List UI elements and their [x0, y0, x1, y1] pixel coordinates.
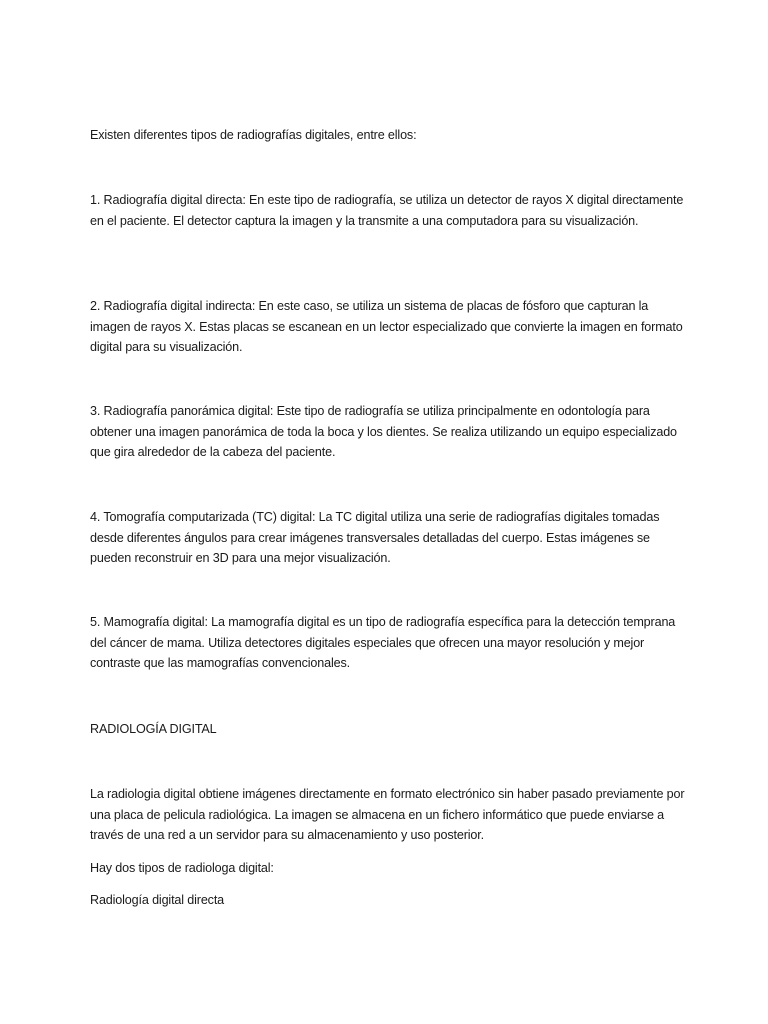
list-item: 2. Radiografía digital indirecta: En este caso, se utiliza un sistema de placas de fósforo que capturan la imagen de rayos X. Estas placas se escanean en un lector especializado que convierte la imagen en formato digital para su visualización.: [90, 299, 683, 354]
body-paragraph: La radiologia digital obtiene imágenes directamente en formato electrónico sin haber pasado previamente por una placa de pelicula radiológica. La imagen se almacena en un fichero informático que puede enviarse a través de una red a un servidor para su almacenamiento y uso posterior.: [90, 787, 685, 842]
list-item: 1. Radiografía digital directa: En este tipo de radiografía, se utiliza un detector de rayos X digital directamente en el paciente. El detector captura la imagen y la transmite a una computadora para su visualización.: [90, 193, 684, 228]
intro-paragraph: Existen diferentes tipos de radiografías digitales, entre ellos:: [90, 128, 417, 142]
section-heading: RADIOLOGÍA DIGITAL: [90, 722, 217, 736]
list-item: 4. Tomografía computarizada (TC) digital: La TC digital utiliza una serie de radiografías digitales tomadas desde diferentes ángulos para crear imágenes transversales detalladas del cuerpo. Estas imágenes se pueden reconstruir en 3D para una mejor visualización.: [90, 510, 660, 565]
list-item: 3. Radiografía panorámica digital: Este tipo de radiografía se utiliza principalmente en odontología para obtener una imagen panorámica de toda la boca y los dientes. Se realiza utilizando un equipo especializado que gira alrededor de la cabeza del paciente.: [90, 404, 677, 459]
list-item: 5. Mamografía digital: La mamografía digital es un tipo de radiografía específica para la detección temprana del cáncer de mama. Utiliza detectores digitales especiales que ofrecen una mayor resolución y mejor contraste que las mamografías convencionales.: [90, 615, 676, 670]
body-paragraph: Radiología digital directa: [90, 893, 225, 907]
body-paragraph: Hay dos tipos de radiologa digital:: [90, 861, 274, 875]
